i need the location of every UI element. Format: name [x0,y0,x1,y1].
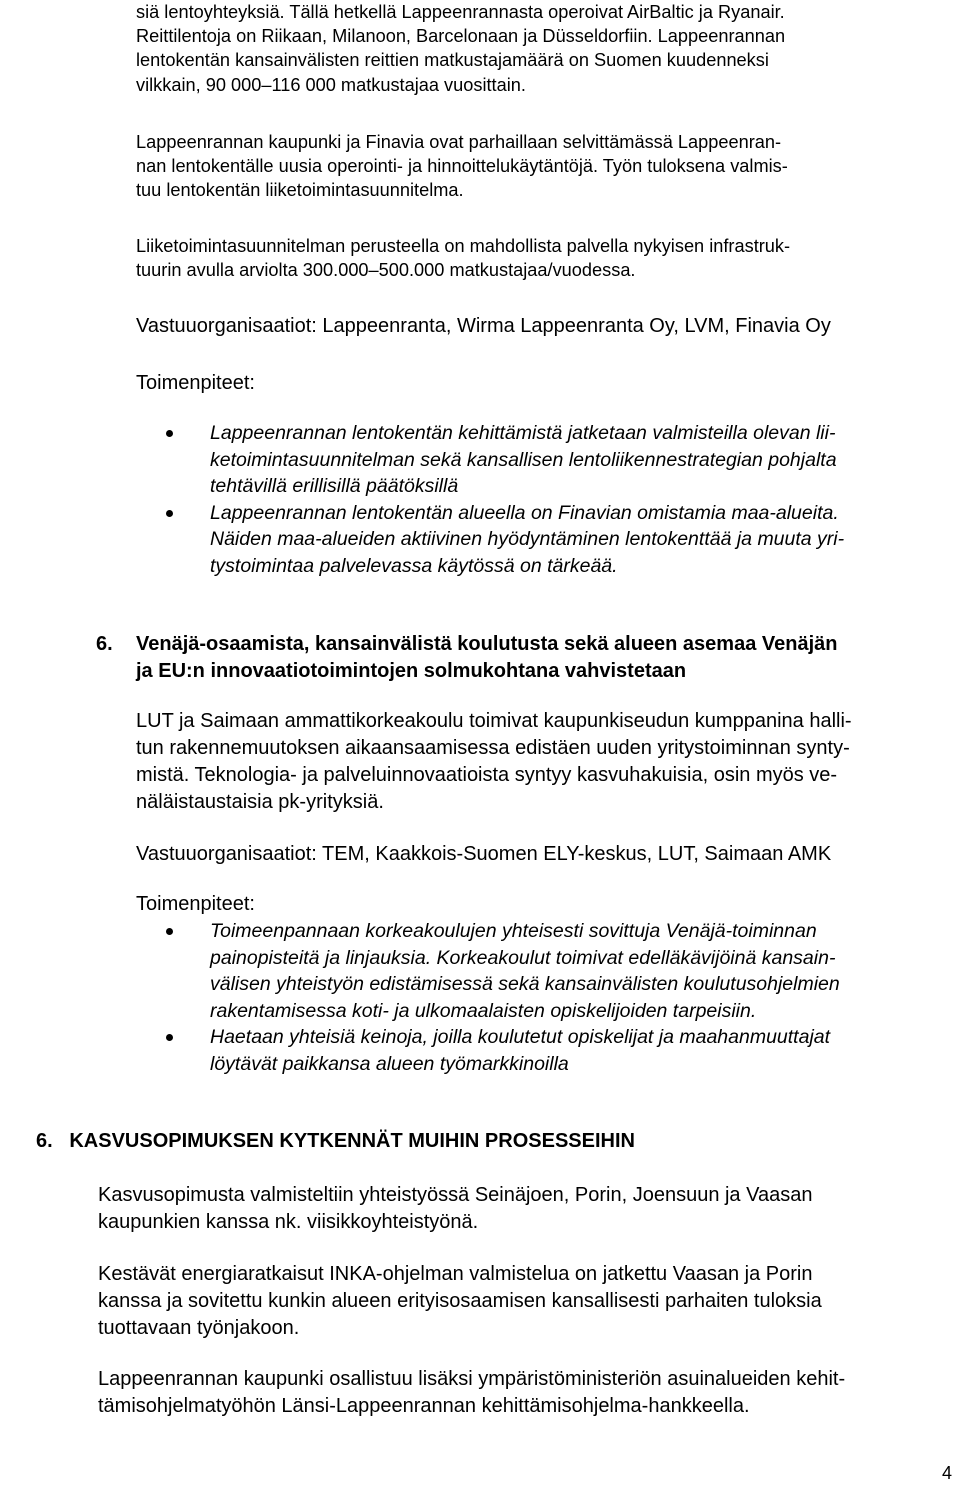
section-paragraph-2 [98,1261,822,1342]
heading-number: 6. [96,633,113,655]
text-line: lentokentän kansainvälisten reittien matkustajamäärä on Suomen kuudenneksi [136,50,769,71]
section-heading [36,1128,635,1155]
heading-line: Venäjä-osaamista, kansainvälistä koulutusta sekä alueen asemaa Venäjän [136,633,838,655]
text-line: kanssa ja sovitettu kunkin alueen erityisosaamisen kansallisesti parhaiten tuloksia [98,1290,822,1312]
text-line: LUT ja Saimaan ammattikorkeakoulu toimivat kaupunkiseudun kumppanina halli- [136,710,852,732]
text-line: nan lentokentälle uusia operointi- ja hinnoittelukäytäntöjä. Työn tuloksena valmis- [136,156,788,177]
subsection-heading [96,631,838,685]
intro-paragraph-2 [136,130,788,203]
text-line: mistä. Teknologia- ja palveluinnovaatioista syntyy kasvuhakuisia, osin myös ve- [136,764,838,786]
subsection-responsible [136,841,831,868]
text-line: ketoimintasuunnitelman sekä kansallisen lentoliikennestrategian pohjalta [210,448,837,471]
intro-bullet-list [0,420,844,579]
text-line: tehtävillä erillisillä päätöksillä [210,475,459,497]
text-line: painopisteitä ja linjauksia. Korkeakoulut toimivat edelläkävijöinä kansain- [210,946,836,969]
heading-title: KASVUSOPIMUKSEN KYTKENNÄT MUIHIN PROSESSEIHIN [69,1130,635,1152]
text-line: Toimenpiteet: [136,372,255,394]
bullet-icon [166,928,173,935]
text-line: tämisohjelmatyöhön Länsi-Lappeenrannan kehittämisohjelma-hankkeella. [98,1395,750,1417]
subsection-actions-label [136,891,255,918]
page-number: 4 [941,1463,952,1483]
intro-responsible [136,313,831,340]
bullet-icon [166,1034,173,1041]
intro-paragraph-3 [136,234,790,282]
text-line: Lappeenrannan kaupunki osallistuu lisäksi ympäristöministeriön asuinalueiden kehit- [98,1368,846,1390]
text-line: tuurin avulla arviolta 300.000–500.000 matkustajaa/vuodessa. [136,260,636,281]
text-line: Toimenpiteet: [136,893,255,915]
text-line: Toimeenpannaan korkeakoulujen yhteisesti sovittuja Venäjä-toiminnan [210,920,817,942]
heading-number: 6. [36,1130,53,1152]
text-line: näläistaustaisia pk-yrityksiä. [136,791,384,813]
list-item [0,500,844,580]
text-line: Reittilentoja on Riikaan, Milanoon, Barcelonaan ja Düsseldorfiin. Lappeenrannan [136,26,786,47]
intro-actions-label [136,370,255,397]
text-line: löytävät paikkansa alueen työmarkkinoilla [210,1052,569,1075]
text-line: tuottavaan työnjakoon. [98,1317,300,1339]
text-line: Lappeenrannan lentokentän alueella on Finavian omistamia maa-alueita. [210,501,839,524]
intro-paragraph-1 [136,0,785,97]
section-paragraph-1 [98,1182,812,1236]
text-line: Vastuuorganisaatiot: TEM, Kaakkois-Suomen ELY-keskus, LUT, Saimaan AMK [136,843,832,865]
subsection-paragraph-1 [136,708,852,816]
text-line: tystoimintaa palvelevassa käytössä on tärkeää. [210,554,618,577]
bullet-icon [166,510,173,517]
text-line: Lappeenrannan lentokentän kehittämistä jatketaan valmisteilla olevan lii- [210,422,836,444]
text-line: rakentamisessa koti- ja ulkomaalaisten opiskelijoiden tarpeisiin. [210,999,757,1022]
heading-line: ja EU:n innovaatiotoimintojen solmukohtana vahvistetaan [136,660,687,682]
text-line: Näiden maa-alueiden aktiivinen hyödyntäminen lentokenttää ja muuta yri- [210,528,845,550]
text-line: Vastuuorganisaatiot: Lappeenranta, Wirma Lappeenranta Oy, LVM, Finavia Oy [136,315,831,337]
text-line: Kasvusopimusta valmisteltiin yhteistyössä Seinäjoen, Porin, Joensuun ja Vaasan [98,1184,813,1206]
bullet-icon [166,430,173,437]
heading-line [36,1128,635,1155]
text-line: siä lentoyhteyksiä. Tällä hetkellä Lappeenrannasta operoivat AirBaltic ja Ryanair. [136,2,785,22]
list-item [0,420,844,500]
text-line: Lappeenrannan kaupunki ja Finavia ovat parhaillaan selvittämässä Lappeenran- [136,132,782,152]
text-line: kaupunkien kanssa nk. viisikkoyhteistyönä. [98,1211,479,1233]
text-line: välisen yhteistyön edistämisessä sekä kansainvälisten koulutusohjelmien [210,973,840,995]
text-line: Liiketoimintasuunnitelman perusteella on mahdollista palvella nykyisen infrastruk- [136,236,791,256]
section-paragraph-3 [98,1366,845,1420]
subsection-bullet-list [0,918,840,1077]
text-line: Haetaan yhteisiä keinoja, joilla koulutetut opiskelijat ja maahanmuuttajat [210,1026,831,1048]
list-item [0,1024,840,1077]
text-line: Kestävät energiaratkaisut INKA-ohjelman valmistelua on jatkettu Vaasan ja Porin [98,1263,813,1285]
text-line: vilkkain, 90 000–116 000 matkustajaa vuosittain. [136,74,526,95]
list-item [0,918,840,1024]
text-line: tuu lentokentän liiketoimintasuunnitelma. [136,180,464,201]
text-line: tun rakennemuutoksen aikaansaamisessa edistäen uuden yritystoiminnan synty- [136,737,850,759]
